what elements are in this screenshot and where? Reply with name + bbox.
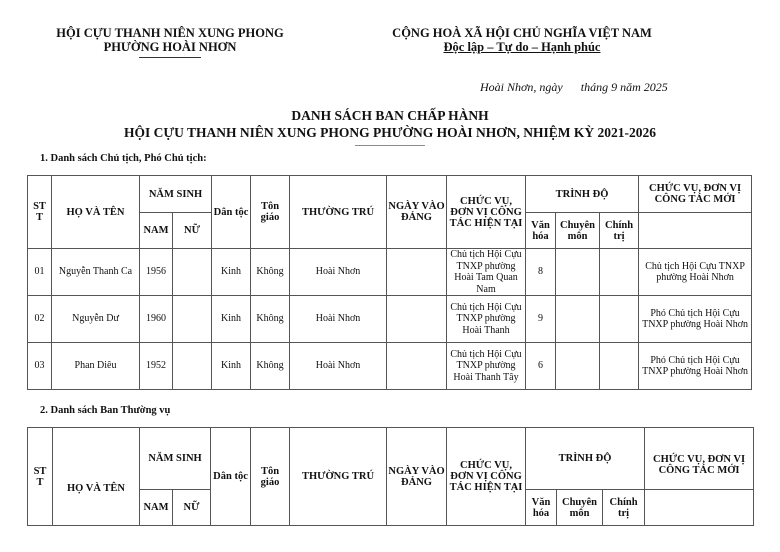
cell-political bbox=[600, 343, 639, 390]
cell-party-date bbox=[387, 296, 447, 343]
cell-ethnicity: Kinh bbox=[212, 296, 251, 343]
standing-committee-table bbox=[27, 427, 754, 526]
cell-party-date bbox=[387, 343, 447, 390]
cell-party-date bbox=[387, 249, 447, 296]
cell-new-position: Chủ tịch Hội Cựu TNXP phường Hoài Nhơn bbox=[639, 249, 752, 296]
cell-residence: Hoài Nhơn bbox=[290, 343, 387, 390]
col-current-position: CHỨC VỤ, ĐƠN VỊ CÔNG TÁC HIỆN TẠI bbox=[447, 176, 526, 249]
cell-religion: Không bbox=[251, 343, 290, 390]
chairman-table bbox=[27, 175, 752, 390]
cell-male: 1952 bbox=[140, 343, 173, 390]
col-religion: Tôn giáo bbox=[251, 176, 290, 249]
nation-name: CỘNG HOÀ XÃ HỘI CHỦ NGHĨA VIỆT NAM bbox=[392, 26, 652, 40]
cell-male: 1960 bbox=[140, 296, 173, 343]
cell-current-position: Chủ tịch Hội Cựu TNXP phường Hoài Tam Quan Nam bbox=[447, 249, 526, 296]
col-professional: Chuyên môn bbox=[556, 213, 600, 249]
cell-religion: Không bbox=[251, 249, 290, 296]
col-general-edu: Văn hóa bbox=[526, 213, 556, 249]
col-current-position: CHỨC VỤ, ĐƠN VỊ CÔNG TÁC HIỆN TẠI bbox=[447, 428, 526, 526]
table-row bbox=[28, 249, 752, 296]
col-residence: THƯỜNG TRÚ bbox=[290, 176, 387, 249]
col-female: NỮ bbox=[173, 213, 212, 249]
col-name: HỌ VÀ TÊN bbox=[53, 428, 140, 526]
cell-religion: Không bbox=[251, 296, 290, 343]
col-stt: ST T bbox=[28, 428, 53, 526]
cell-name: Nguyễn Dư bbox=[52, 296, 140, 343]
cell-new-position: Phó Chủ tịch Hội Cựu TNXP phường Hoài Nhơn bbox=[639, 343, 752, 390]
col-male: NAM bbox=[140, 213, 173, 249]
header-divider bbox=[139, 57, 201, 58]
col-general-edu: Văn hóa bbox=[526, 490, 557, 526]
col-political: Chính trị bbox=[600, 213, 639, 249]
col-new-position-sub bbox=[639, 213, 752, 249]
cell-current-position: Chủ tịch Hội Cựu TNXP phường Hoài Thanh bbox=[447, 296, 526, 343]
col-professional: Chuyên môn bbox=[557, 490, 603, 526]
document-title bbox=[60, 107, 720, 146]
table-row bbox=[28, 296, 752, 343]
organization-header bbox=[20, 26, 320, 58]
national-motto: Độc lập – Tự do – Hạnh phúc bbox=[443, 40, 601, 54]
cell-male: 1956 bbox=[140, 249, 173, 296]
col-education: TRÌNH ĐỘ bbox=[526, 176, 639, 213]
cell-stt: 01 bbox=[28, 249, 52, 296]
national-header bbox=[372, 26, 672, 54]
cell-general-edu: 8 bbox=[526, 249, 556, 296]
col-political: Chính trị bbox=[603, 490, 645, 526]
cell-new-position: Phó Chủ tịch Hội Cựu TNXP phường Hoài Nhơn bbox=[639, 296, 752, 343]
col-residence: THƯỜNG TRÚ bbox=[290, 428, 387, 526]
cell-professional bbox=[556, 249, 600, 296]
org-name-line1: HỘI CỰU THANH NIÊN XUNG PHONG bbox=[56, 26, 284, 40]
table-row bbox=[28, 343, 752, 390]
title-line1: DANH SÁCH BAN CHẤP HÀNH bbox=[291, 108, 489, 123]
title-line2: HỘI CỰU THANH NIÊN XUNG PHONG PHƯỜNG HOÀI NHƠN, NHIỆM KỲ 2021-2026 bbox=[123, 125, 656, 140]
col-new-position: CHỨC VỤ, ĐƠN VỊ CÔNG TÁC MỚI bbox=[645, 428, 754, 490]
col-birth-year: NĂM SINH bbox=[140, 428, 211, 490]
cell-residence: Hoài Nhơn bbox=[290, 249, 387, 296]
cell-ethnicity: Kinh bbox=[212, 249, 251, 296]
col-party-date: NGÀY VÀO ĐẢNG bbox=[387, 176, 447, 249]
col-religion: Tôn giáo bbox=[251, 428, 290, 526]
cell-name: Nguyễn Thanh Ca bbox=[52, 249, 140, 296]
cell-ethnicity: Kinh bbox=[212, 343, 251, 390]
cell-professional bbox=[556, 343, 600, 390]
table-header-row bbox=[28, 176, 752, 213]
section1-heading: 1. Danh sách Chủ tịch, Phó Chủ tịch: bbox=[40, 153, 207, 164]
col-birth-year: NĂM SINH bbox=[140, 176, 212, 213]
col-party-date: NGÀY VÀO ĐẢNG bbox=[387, 428, 447, 526]
col-new-position: CHỨC VỤ, ĐƠN VỊ CÔNG TÁC MỚI bbox=[639, 176, 752, 213]
col-ethnicity: Dân tộc bbox=[211, 428, 251, 526]
cell-current-position: Chủ tịch Hội Cựu TNXP phường Hoài Thanh Tây bbox=[447, 343, 526, 390]
cell-stt: 02 bbox=[28, 296, 52, 343]
date-line: Hoài Nhơn, ngày tháng 9 năm 2025 bbox=[480, 80, 668, 94]
table-header-row bbox=[28, 428, 754, 490]
title-divider bbox=[355, 145, 425, 146]
cell-general-edu: 6 bbox=[526, 343, 556, 390]
cell-residence: Hoài Nhơn bbox=[290, 296, 387, 343]
cell-professional bbox=[556, 296, 600, 343]
org-name-line2: PHƯỜNG HOÀI NHƠN bbox=[103, 40, 237, 54]
cell-stt: 03 bbox=[28, 343, 52, 390]
cell-political bbox=[600, 296, 639, 343]
col-name: HỌ VÀ TÊN bbox=[52, 176, 140, 249]
col-new-position-sub bbox=[645, 490, 754, 526]
col-education: TRÌNH ĐỘ bbox=[526, 428, 645, 490]
col-male: NAM bbox=[140, 490, 173, 526]
cell-female bbox=[173, 249, 212, 296]
cell-general-edu: 9 bbox=[526, 296, 556, 343]
cell-political bbox=[600, 249, 639, 296]
cell-female bbox=[173, 343, 212, 390]
section2-heading: 2. Danh sách Ban Thường vụ bbox=[40, 405, 171, 416]
cell-name: Phan Diêu bbox=[52, 343, 140, 390]
col-stt: ST T bbox=[28, 176, 52, 249]
col-ethnicity: Dân tộc bbox=[212, 176, 251, 249]
cell-female bbox=[173, 296, 212, 343]
col-female: NỮ bbox=[173, 490, 211, 526]
